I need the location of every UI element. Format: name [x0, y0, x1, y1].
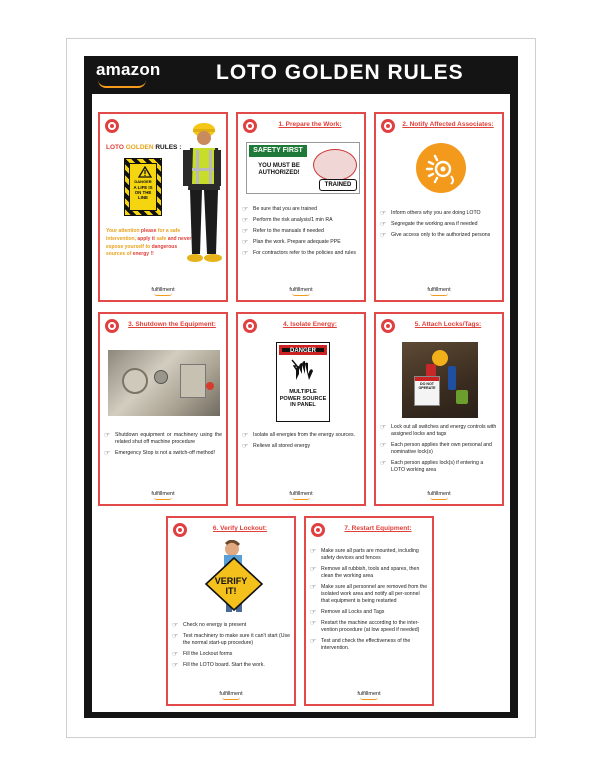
- loto-badge-icon: [105, 119, 119, 133]
- safety-first-sign: [246, 142, 360, 194]
- list-item: ☞ Each person applies their own personal and nominative lock(s): [380, 442, 498, 456]
- list-item: ☞ Remove all rubbish, tools and spares, then clean the working area: [310, 566, 428, 580]
- amazon-logo: amazon: [96, 60, 161, 79]
- card-footer: fulfillment: [357, 691, 381, 697]
- lockout-photo: [402, 342, 478, 418]
- intro-message-part: energy !!: [132, 251, 154, 258]
- intro-message-part: Your attention: [106, 228, 141, 234]
- loto-badge-icon: [105, 319, 119, 333]
- loto-badge-icon: [243, 319, 257, 333]
- fulfillment-smile-icon: [292, 497, 310, 500]
- amazon-smile-icon: [98, 80, 146, 88]
- id-badge-illustration: [313, 149, 357, 181]
- intro-message-part: dangerous: [151, 243, 178, 250]
- intro-message: [106, 228, 192, 259]
- list-item: ☞ Fill the LOTO board. Start the work.: [172, 662, 290, 669]
- list-item: ☞ Check no energy is present: [172, 622, 290, 629]
- bullet-list: [380, 424, 498, 478]
- loto-badge-icon: [243, 119, 257, 133]
- list-item: ☞ Lock out all switches and energy controls with assigned locks and tags: [380, 424, 498, 438]
- verify-sign-line2: IT!: [225, 586, 237, 596]
- list-item: ☞ Isolate all energies from the energy sources.: [242, 432, 360, 439]
- card-verify-lockout: [166, 516, 296, 706]
- danger-sign-header: DANGER: [279, 345, 327, 355]
- list-item: ☞ Be sure that you are trained: [242, 206, 360, 213]
- list-item: ☞ Test machinery to make sure it can't start (Use the normal start-up procedure): [172, 633, 290, 647]
- intro-message-part: expose yourself to: [106, 243, 152, 250]
- list-item: ☞ Make sure all parts are mounted, including safety devices and fences: [310, 548, 428, 562]
- control-panel-photo: [108, 350, 220, 416]
- fulfillment-smile-icon: [222, 697, 240, 700]
- card-footer: fulfillment: [427, 491, 451, 497]
- loto-badge-icon: [381, 319, 395, 333]
- intro-message-part: sources of: [106, 251, 133, 258]
- intro-message-part: please: [140, 228, 158, 234]
- loto-badge-icon: [311, 523, 325, 537]
- electric-hazard-icon: [288, 358, 318, 384]
- danger-sign: [124, 158, 162, 216]
- card-footer: fulfillment: [151, 491, 175, 497]
- intro-card: [98, 112, 228, 302]
- card-footer: fulfillment: [289, 491, 313, 497]
- loto-badge-icon: [173, 523, 187, 537]
- list-item: ☞ Fill the Lockout forms: [172, 651, 290, 658]
- list-item: ☞ Plan the work. Prepare adequate PPE: [242, 239, 360, 246]
- warning-triangle-icon: [138, 166, 152, 178]
- fulfillment-smile-icon: [430, 293, 448, 296]
- intro-message-part: apply it: [137, 235, 157, 242]
- poster-header: [84, 56, 518, 92]
- list-item: ☞ Test and check the effectiveness of the intervention.: [310, 638, 428, 652]
- bullet-list: [104, 432, 222, 461]
- list-item: ☞ Emergency Stop is not a switch-off method!: [104, 450, 222, 457]
- fulfillment-smile-icon: [292, 293, 310, 296]
- fulfillment-smile-icon: [430, 497, 448, 500]
- card-title: 2. Notify Affected Associates:: [402, 121, 494, 128]
- notify-associates-icon: [415, 142, 467, 194]
- intro-message-part: for a safe intervention,: [106, 228, 181, 242]
- card-title: 6. Verify Lockout:: [212, 525, 268, 532]
- multiple-power-source-sign: [276, 342, 330, 422]
- safety-first-header: SAFETY FIRST: [249, 145, 307, 157]
- list-item: ☞ Restart the machine according to the inter-vention procedure (at low speed if needed): [310, 620, 428, 634]
- bullet-list: [380, 210, 498, 243]
- card-attach-locks: [374, 312, 504, 506]
- card-title: 7. Restart Equipment:: [344, 525, 412, 532]
- list-item: ☞ Inform others why you are doing LOTO: [380, 210, 498, 217]
- card-title: 5. Attach Locks/Tags:: [414, 321, 482, 328]
- danger-sign-top: DANGER: [134, 179, 152, 184]
- fulfillment-smile-icon: [154, 497, 172, 500]
- list-item: ☞ For contractors refer to the policies and rules: [242, 250, 360, 257]
- card-footer: fulfillment: [151, 287, 175, 293]
- card-footer: fulfillment: [289, 287, 313, 293]
- list-item: ☞ Each person applies lock(s) if entering a LOTO working area: [380, 460, 498, 474]
- danger-sign-body: MULTIPLE POWER SOURCE IN PANEL: [279, 389, 327, 409]
- list-item: ☞ Refer to the manuals if needed: [242, 228, 360, 235]
- bullet-list: [310, 548, 428, 656]
- card-shutdown-equipment: [98, 312, 228, 506]
- card-restart-equipment: [304, 516, 434, 706]
- verify-sign-line1: VERIFY: [214, 576, 248, 586]
- list-item: ☞ Perform the risk analysis/1 min RA: [242, 217, 360, 224]
- card-isolate-energy: [236, 312, 366, 506]
- bullet-list: [242, 432, 360, 454]
- card-footer: fulfillment: [427, 287, 451, 293]
- do-not-operate-tag-line1: DO NOT: [420, 382, 434, 386]
- list-item: ☞ Make sure all personnel are removed from the isolated work area and notify all per-sonnel that equipment is being restarted: [310, 584, 428, 605]
- card-footer: fulfillment: [219, 691, 243, 697]
- list-item: ☞ Shutdown equipment or machinery using the related shut off machine procedure: [104, 432, 222, 446]
- trained-tag: TRAINED: [319, 179, 357, 191]
- card-title: 3. Shutdown the Equipment:: [128, 321, 216, 328]
- danger-sign-text: A LIFE IS ON THE LINE: [133, 185, 153, 201]
- fulfillment-smile-icon: [154, 293, 172, 296]
- intro-message-part: and never: [167, 235, 192, 242]
- bullet-list: [172, 622, 290, 673]
- list-item: ☞ Relieve all stored energy: [242, 443, 360, 450]
- do-not-operate-tag-line2: OPERATE: [418, 385, 436, 390]
- authorized-text: YOU MUST BE AUTHORIZED!: [258, 163, 300, 177]
- poster-title: LOTO GOLDEN RULES: [216, 61, 464, 84]
- loto-badge-icon: [381, 119, 395, 133]
- list-item: ☞ Segregate the working area if needed: [380, 221, 498, 228]
- card-title: 4. Isolate Energy:: [283, 321, 337, 328]
- card-prepare-work: [236, 112, 366, 302]
- list-item: ☞ Give access only to the authorized persons: [380, 232, 498, 239]
- card-title: 1. Prepare the Work:: [278, 121, 342, 128]
- fulfillment-smile-icon: [360, 697, 378, 700]
- intro-message-part: safe: [156, 235, 168, 242]
- bullet-list: [242, 206, 360, 261]
- list-item: ☞ Remove all Locks and Tags: [310, 609, 428, 616]
- card-notify-associates: [374, 112, 504, 302]
- intro-title: LOTO GOLDEN RULES :: [106, 144, 182, 151]
